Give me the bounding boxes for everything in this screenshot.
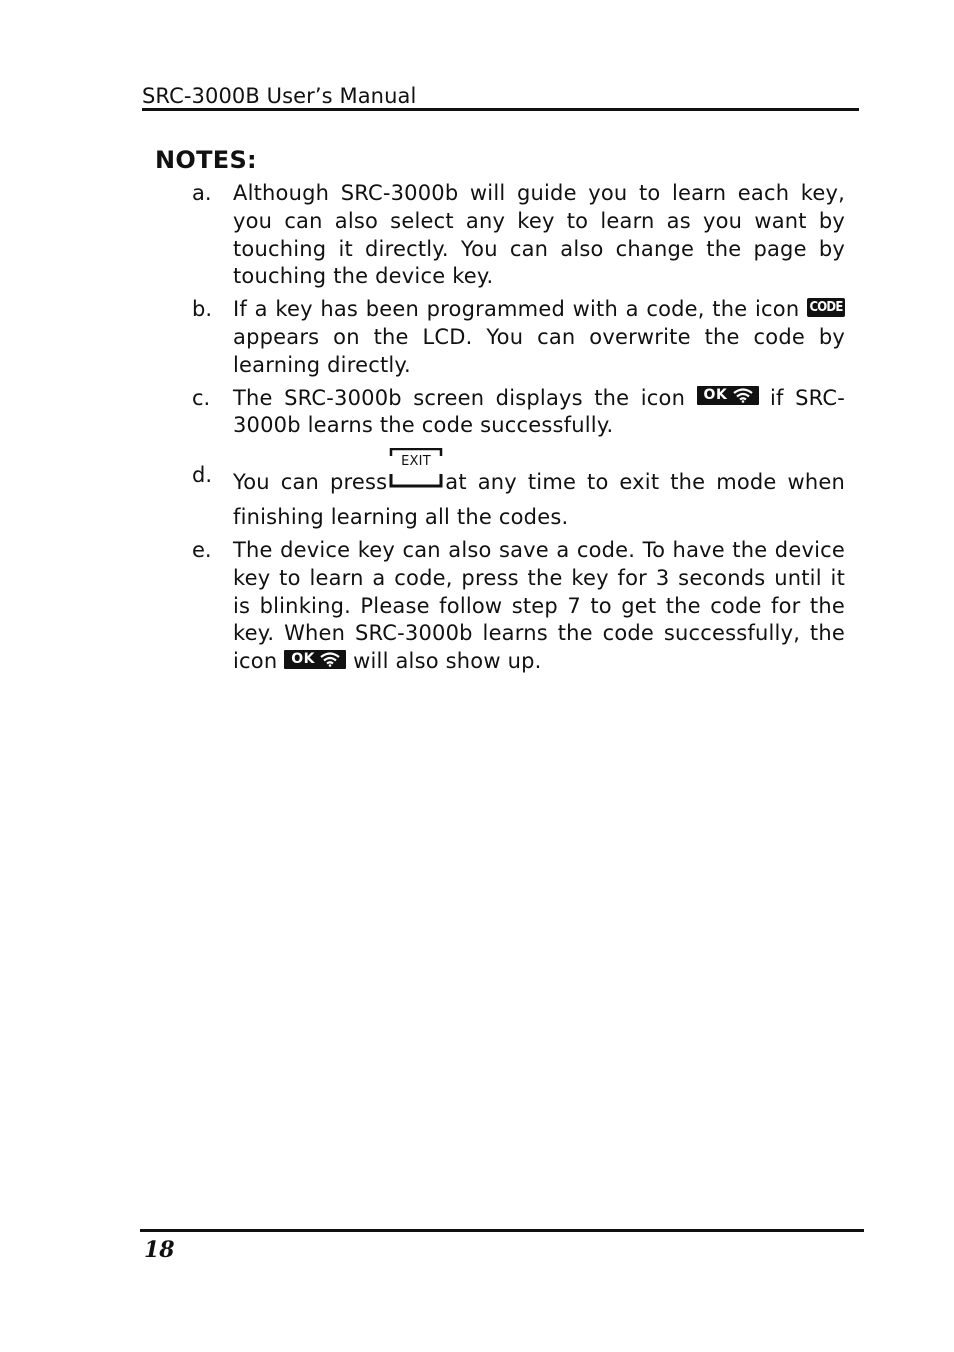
note-text: Although SRC-3000b will guide you to learn each key, you can also select any key to learn as you want by touching it directly. You can also change the page by touching the device key.: [233, 181, 845, 289]
note-text-before: The SRC-3000b screen displays the icon: [233, 385, 686, 410]
note-text-after: will also show up.: [353, 649, 542, 674]
note-letter: c.: [192, 385, 211, 410]
note-d: [192, 454, 845, 532]
note-text: [233, 385, 845, 441]
note-letter: b.: [192, 297, 213, 322]
note-letter: a.: [192, 181, 212, 205]
note-text-before: The device key can also save a code. To have the device key to learn a code, press the key for 3 seconds until it is blinking. Please follow step 7 to get the code for the key. When SRC-3000b learns the code successfully, the icon: [233, 537, 845, 674]
note-text-after: at any time to exit the mode when finishing learning all the codes.: [233, 470, 845, 530]
note-c: [192, 385, 845, 441]
note-text: [233, 537, 845, 676]
note-b: [192, 296, 845, 379]
ok-signal-icon: [697, 386, 759, 405]
notes-list: [192, 180, 845, 681]
note-text: [233, 296, 845, 379]
code-icon: CODE: [807, 298, 845, 317]
note-text: [233, 454, 845, 532]
note-text-after: if SRC-3000b learns the code successfully.: [233, 385, 845, 438]
notes-heading: NOTES:: [155, 146, 257, 174]
signal-icon: [732, 388, 754, 403]
signal-icon: [319, 652, 341, 667]
page-number: 18: [144, 1237, 175, 1263]
ok-label: OK: [703, 387, 728, 404]
note-text-before: You can press: [233, 470, 388, 495]
footer-divider: [140, 1229, 864, 1232]
header-divider: [142, 108, 859, 111]
exit-key-icon: [389, 448, 443, 490]
note-text-before: If a key has been programmed with a code, the icon: [233, 297, 800, 322]
exit-label: EXIT: [401, 454, 432, 470]
ok-signal-icon: [284, 650, 346, 669]
note-e: [192, 537, 845, 676]
ok-label: OK: [291, 650, 315, 667]
manual-title: SRC-3000B User’s Manual: [142, 84, 417, 108]
note-a: [192, 180, 845, 291]
note-letter: d.: [192, 463, 213, 488]
note-letter: e.: [192, 537, 212, 562]
note-text-after: appears on the LCD. You can overwrite the code by learning directly.: [233, 324, 845, 377]
